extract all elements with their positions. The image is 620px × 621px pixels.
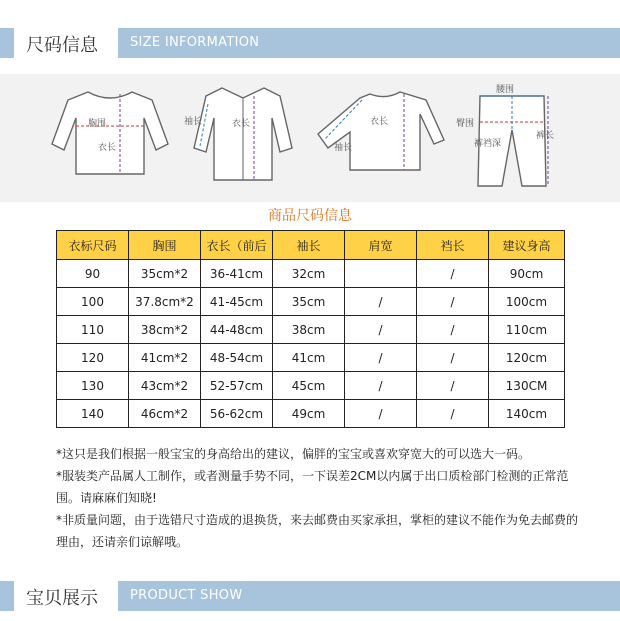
product-show-title-bar (118, 581, 620, 611)
product-show-title-en: PRODUCT SHOW (130, 588, 243, 603)
shirt-diagram (180, 74, 300, 202)
product-show-title-cn: 宝贝展示 (26, 588, 98, 609)
hip-label: 臀围 (456, 119, 475, 129)
header-height: 建议身高 (489, 231, 565, 260)
table-row (57, 260, 565, 288)
header-shoulder: 肩宽 (345, 231, 417, 260)
table-cell: 35cm*2 (129, 260, 201, 288)
rise-label: 裤裆深 (474, 139, 502, 149)
table-cell: 32cm (273, 260, 345, 288)
table-row (57, 372, 565, 400)
table-cell: 41cm (273, 344, 345, 372)
size-table (56, 230, 565, 428)
table-cell: 37.8cm*2 (129, 288, 201, 316)
product-show-header (0, 581, 620, 611)
table-cell: 38cm*2 (129, 316, 201, 344)
header-rise: 裆长 (417, 231, 489, 260)
table-cell: 44-48cm (201, 316, 273, 344)
table-cell: 90cm (489, 260, 565, 288)
raglan-diagram (310, 74, 450, 202)
table-cell: / (345, 372, 417, 400)
table-cell: / (345, 288, 417, 316)
sleeve-label: 袖长 (184, 117, 203, 127)
header-chest: 胸围 (129, 231, 201, 260)
table-cell: / (417, 372, 489, 400)
table-header-row (57, 231, 565, 260)
table-cell: 43cm*2 (129, 372, 201, 400)
table-row (57, 400, 565, 428)
header-accent (0, 28, 14, 58)
table-cell: 130CM (489, 372, 565, 400)
table-cell: 140cm (489, 400, 565, 428)
note-item: *服装类产品属人工制作，或者测量手势不同，一下误差2CM以内属于出口质检部门检测的正常范围。请麻麻们知晓! (56, 469, 569, 505)
table-cell: 130 (57, 372, 129, 400)
tshirt-outline-icon (40, 74, 180, 202)
pants-length-label: 裤长 (536, 131, 555, 141)
pants-diagram (452, 74, 572, 202)
table-cell: 110 (57, 316, 129, 344)
table-cell: 46cm*2 (129, 400, 201, 428)
table-cell: 38cm (273, 316, 345, 344)
table-cell: 120 (57, 344, 129, 372)
table-cell: 110cm (489, 316, 565, 344)
header-sleeve: 袖长 (273, 231, 345, 260)
header-accent (0, 581, 14, 611)
size-info-title-en: SIZE INFORMATION (130, 35, 260, 50)
table-row (57, 316, 565, 344)
chest-label: 胸围 (88, 119, 107, 129)
table-cell: 45cm (273, 372, 345, 400)
table-cell (345, 260, 417, 288)
table-cell: / (417, 316, 489, 344)
table-cell: / (345, 344, 417, 372)
header-length: 衣长（前后 (201, 231, 273, 260)
length-label: 衣长 (370, 117, 389, 127)
table-cell: / (417, 288, 489, 316)
table-cell: 41-45cm (201, 288, 273, 316)
measurement-diagrams (0, 74, 620, 202)
table-cell: 90 (57, 260, 129, 288)
table-cell: 41cm*2 (129, 344, 201, 372)
table-row (57, 288, 565, 316)
table-cell: / (417, 400, 489, 428)
table-cell: 49cm (273, 400, 345, 428)
tshirt-diagram (40, 74, 180, 202)
table-row (57, 344, 565, 372)
length-label: 衣长 (232, 119, 251, 129)
sleeve-label: 袖长 (334, 143, 353, 153)
length-label: 衣长 (98, 143, 117, 153)
table-cell: 140 (57, 400, 129, 428)
table-title: 商品尺码信息 (268, 208, 352, 224)
note-item: *这只是我们根据一般宝宝的身高给出的建议，偏胖的宝宝或喜欢穿宽大的可以选大一码。 (56, 447, 531, 461)
size-notes (56, 443, 584, 553)
table-cell: 120cm (489, 344, 565, 372)
size-info-title-bar (118, 28, 620, 58)
shirt-outline-icon (180, 74, 300, 202)
table-cell: / (345, 400, 417, 428)
size-info-title-cn: 尺码信息 (26, 35, 98, 56)
table-cell: / (345, 316, 417, 344)
table-cell: 35cm (273, 288, 345, 316)
header-size: 衣标尺码 (57, 231, 129, 260)
table-cell: 52-57cm (201, 372, 273, 400)
raglan-outline-icon (310, 74, 450, 202)
table-cell: 100cm (489, 288, 565, 316)
table-cell: / (417, 260, 489, 288)
waist-label: 腰围 (496, 85, 515, 95)
table-cell: 48-54cm (201, 344, 273, 372)
table-cell: / (417, 344, 489, 372)
size-info-header (0, 28, 620, 58)
note-item: *非质量问题，由于选错尺寸造成的退换货，来去邮费由买家承担，掌柜的建议不能作为免去邮费的理由，还请亲们谅解哦。 (56, 513, 579, 549)
table-cell: 56-62cm (201, 400, 273, 428)
table-cell: 36-41cm (201, 260, 273, 288)
table-cell: 100 (57, 288, 129, 316)
